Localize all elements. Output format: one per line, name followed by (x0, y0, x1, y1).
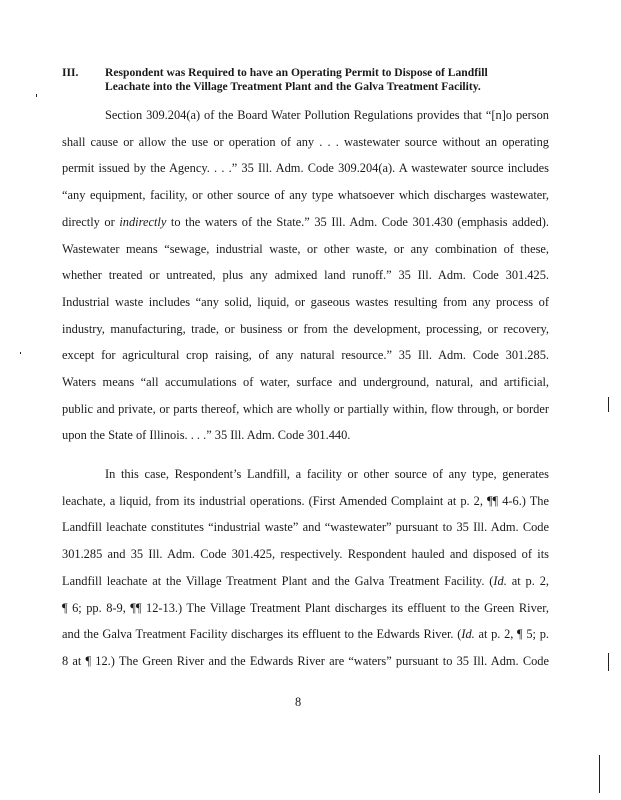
scan-mark (599, 755, 600, 793)
paragraph-line: directly or indirectly to the waters of the State.” 35 Ill. Adm. Code 301.430 (emphasis added). (62, 214, 549, 229)
section-title-line: Leachate into the Village Treatment Plant and the Galva Treatment Facility. (105, 80, 481, 93)
scan-mark (608, 397, 609, 412)
paragraph-line: whether treated or untreated, plus any admixed land runoff.” 35 Ill. Adm. Code 301.425. (62, 268, 549, 283)
paragraph-line: 8 at ¶ 12.) The Green River and the Edwards River are “waters” pursuant to 35 Ill. Adm. Code (62, 653, 549, 668)
paragraph-line: upon the State of Illinois. . . .” 35 Ill. Adm. Code 301.440. (62, 428, 351, 443)
page-number: 8 (295, 695, 302, 709)
paragraph-line: public and private, or parts thereof, which are wholly or partially within, flow through, or border (62, 401, 549, 416)
paragraph-line: leachate, a liquid, from its industrial operations. (First Amended Complaint at p. 2, ¶¶ 4-6.) The (62, 493, 549, 508)
paragraph-line: 301.285 and 35 Ill. Adm. Code 301.425, respectively. Respondent hauled and disposed of its (62, 547, 549, 562)
paragraph-line: Landfill leachate at the Village Treatment Plant and the Galva Treatment Facility. (Id. at p. 2, (62, 573, 549, 588)
paragraph-line: Waters means “all accumulations of water, surface and underground, natural, and artificial, (62, 375, 549, 389)
paragraph-line: permit issued by the Agency. . . .” 35 Ill. Adm. Code 309.204(a). A wastewater source includes (62, 161, 549, 176)
scan-speck (20, 352, 21, 354)
scan-speck (36, 94, 37, 97)
paragraph-line: shall cause or allow the use or operation of any . . . wastewater source without an operating (62, 134, 549, 149)
section-title-line: Respondent was Required to have an Operating Permit to Dispose of Landfill (105, 66, 488, 79)
paragraph-line: industry, manufacturing, trade, or business or from the development, processing, or recovery, (62, 321, 549, 336)
paragraph-line: Wastewater means “sewage, industrial waste, or other waste, or any combination of these, (62, 241, 549, 256)
section-number: III. (62, 66, 79, 79)
paragraph-line: Section 309.204(a) of the Board Water Pollution Regulations provides that “[n]o person (105, 108, 549, 122)
paragraph-line: In this case, Respondent’s Landfill, a facility or other source of any type, generates (105, 467, 549, 481)
paragraph-line: ¶ 6; pp. 8-9, ¶¶ 12-13.) The Village Treatment Plant discharges its effluent to the Green River, (62, 600, 549, 615)
paragraph-line: except for agricultural crop raising, of any natural resource.” 35 Ill. Adm. Code 301.285. (62, 348, 549, 363)
paragraph-line: Landfill leachate constitutes “industrial waste” and “wastewater” pursuant to 35 Ill. Adm. Code (62, 520, 549, 535)
paragraph-line: Industrial waste includes “any solid, liquid, or gaseous wastes resulting from any process of (62, 294, 549, 309)
paragraph-line: “any equipment, facility, or other source of any type whatsoever which discharges wastewater, (62, 188, 549, 203)
scan-mark (608, 653, 609, 671)
paragraph-line: and the Galva Treatment Facility discharges its effluent to the Edwards River. (Id. at p. 2, ¶ 5; p. (62, 627, 549, 642)
section-title (105, 66, 561, 94)
